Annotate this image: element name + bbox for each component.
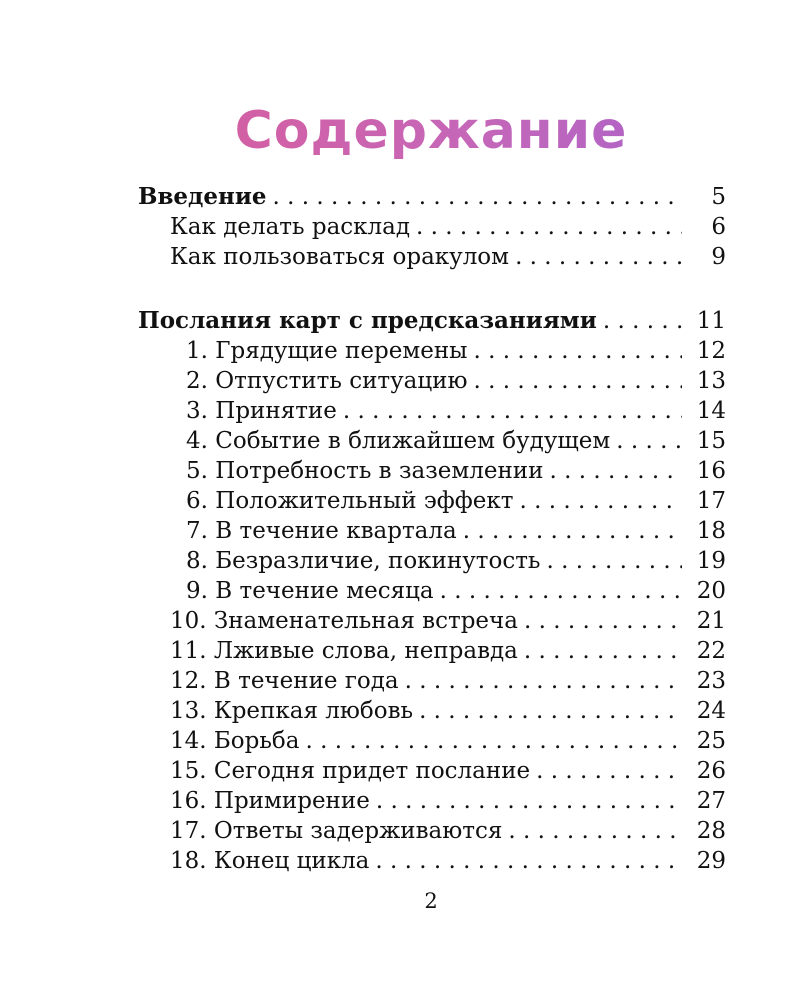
toc-leader-dots (474, 366, 682, 396)
toc-entry-label: 10. Знаменательная встреча (170, 608, 518, 634)
toc-entry-page: 26 (696, 758, 726, 784)
toc-entry-page: 28 (696, 818, 726, 844)
toc-leader-dots (305, 726, 682, 756)
toc-entry-page: 16 (696, 458, 726, 484)
toc-entry-page: 18 (696, 518, 726, 544)
toc-leader-dots (463, 516, 682, 546)
toc-entry-page: 23 (696, 668, 726, 694)
page-title: Содержание (0, 96, 800, 166)
toc-entry[interactable] (186, 456, 726, 486)
toc-leader-dots (524, 636, 682, 666)
toc-entry-label: 17. Ответы задерживаются (170, 818, 503, 844)
toc-entry-page: 27 (696, 788, 726, 814)
toc-entry-label: 16. Примирение (170, 788, 370, 814)
toc-leader-dots (519, 486, 682, 516)
toc-entry[interactable] (170, 696, 726, 726)
toc-leader-dots (405, 666, 682, 696)
toc-leader-dots (376, 786, 682, 816)
toc-entry-page: 13 (696, 368, 726, 394)
toc-entry[interactable] (170, 666, 726, 696)
toc-entry[interactable] (138, 182, 726, 212)
toc-entry-page: 29 (696, 848, 726, 874)
toc-entry[interactable] (170, 816, 726, 846)
toc-entry-label: 15. Сегодня придет послание (170, 758, 531, 784)
toc-entry-label: 2. Отпустить ситуацию (186, 368, 468, 394)
toc-leader-dots (473, 336, 682, 366)
toc-entry-label: 9. В течение месяца (186, 578, 434, 604)
toc-entry-label: Как делать расклад (170, 214, 411, 240)
toc-entry-label: 4. Событие в ближайшем будущем (186, 428, 611, 454)
toc-entry[interactable] (170, 606, 726, 636)
toc-leader-dots (616, 426, 682, 456)
page-number: 2 (424, 889, 438, 913)
toc-leader-dots (419, 696, 682, 726)
toc-leader-dots (515, 242, 682, 272)
toc-entry-page: 24 (696, 698, 726, 724)
toc-entry-label: 13. Крепкая любовь (170, 698, 414, 724)
toc-entry-label: 12. В течение года (170, 668, 399, 694)
toc-entry-page: 6 (711, 214, 726, 240)
toc-entry-page: 21 (696, 608, 726, 634)
toc-entry[interactable] (170, 846, 726, 876)
toc-leader-dots (440, 576, 682, 606)
toc-leader-dots (375, 846, 682, 876)
toc-entry-page: 20 (696, 578, 726, 604)
toc-entry-page: 22 (696, 638, 726, 664)
toc-entry[interactable] (170, 636, 726, 666)
toc-leader-dots (549, 456, 682, 486)
toc-entry[interactable] (186, 426, 726, 456)
toc-entry-page: 9 (711, 244, 726, 270)
toc-entry-label: 3. Принятие (186, 398, 337, 424)
toc-entry[interactable] (170, 726, 726, 756)
toc-entry-page: 25 (696, 728, 726, 754)
toc-entry-page: 15 (696, 428, 726, 454)
toc-leader-dots (524, 606, 682, 636)
toc-entry-label: 18. Конец цикла (170, 848, 370, 874)
toc-entry[interactable] (170, 212, 726, 242)
toc-entry-label: 14. Борьба (170, 728, 300, 754)
toc-entry-page: 11 (696, 308, 726, 334)
toc-entry-label: Как пользоваться оракулом (170, 244, 510, 270)
toc-entry[interactable] (170, 242, 726, 272)
toc-entry-page: 17 (696, 488, 726, 514)
toc-entry-label: Послания карт с предсказаниями (138, 307, 597, 334)
toc-entry-page: 19 (696, 548, 726, 574)
toc-entry-label: 11. Лживые слова, неправда (170, 638, 518, 664)
toc-entry-label: 8. Безразличие, покинутость (186, 548, 541, 574)
toc-entry-label: 7. В течение квартала (186, 518, 457, 544)
toc-leader-dots (343, 396, 682, 426)
toc-entry-page: 5 (711, 184, 726, 210)
toc-entry[interactable] (186, 516, 726, 546)
toc-entry[interactable] (186, 486, 726, 516)
toc-leader-dots (508, 816, 682, 846)
toc-leader-dots (416, 212, 682, 242)
toc-entry-label: 6. Положительный эффект (186, 488, 514, 514)
toc-entry-page: 14 (696, 398, 726, 424)
toc-leader-dots (546, 546, 682, 576)
toc-entry[interactable] (186, 336, 726, 366)
toc-entry[interactable] (186, 366, 726, 396)
toc-entry[interactable] (138, 306, 726, 336)
toc-entry-label: Введение (138, 183, 267, 210)
toc-entry[interactable] (186, 546, 726, 576)
toc-entry-label: 1. Грядущие перемены (186, 338, 468, 364)
toc-leader-dots (603, 306, 682, 336)
toc-entry[interactable] (186, 396, 726, 426)
toc-leader-dots (536, 756, 682, 786)
toc-leader-dots (273, 182, 682, 212)
toc-entry-label: 5. Потребность в заземлении (186, 458, 544, 484)
toc-entry[interactable] (186, 576, 726, 606)
toc-entry-page: 12 (696, 338, 726, 364)
toc-entry[interactable] (170, 786, 726, 816)
toc-entry[interactable] (170, 756, 726, 786)
